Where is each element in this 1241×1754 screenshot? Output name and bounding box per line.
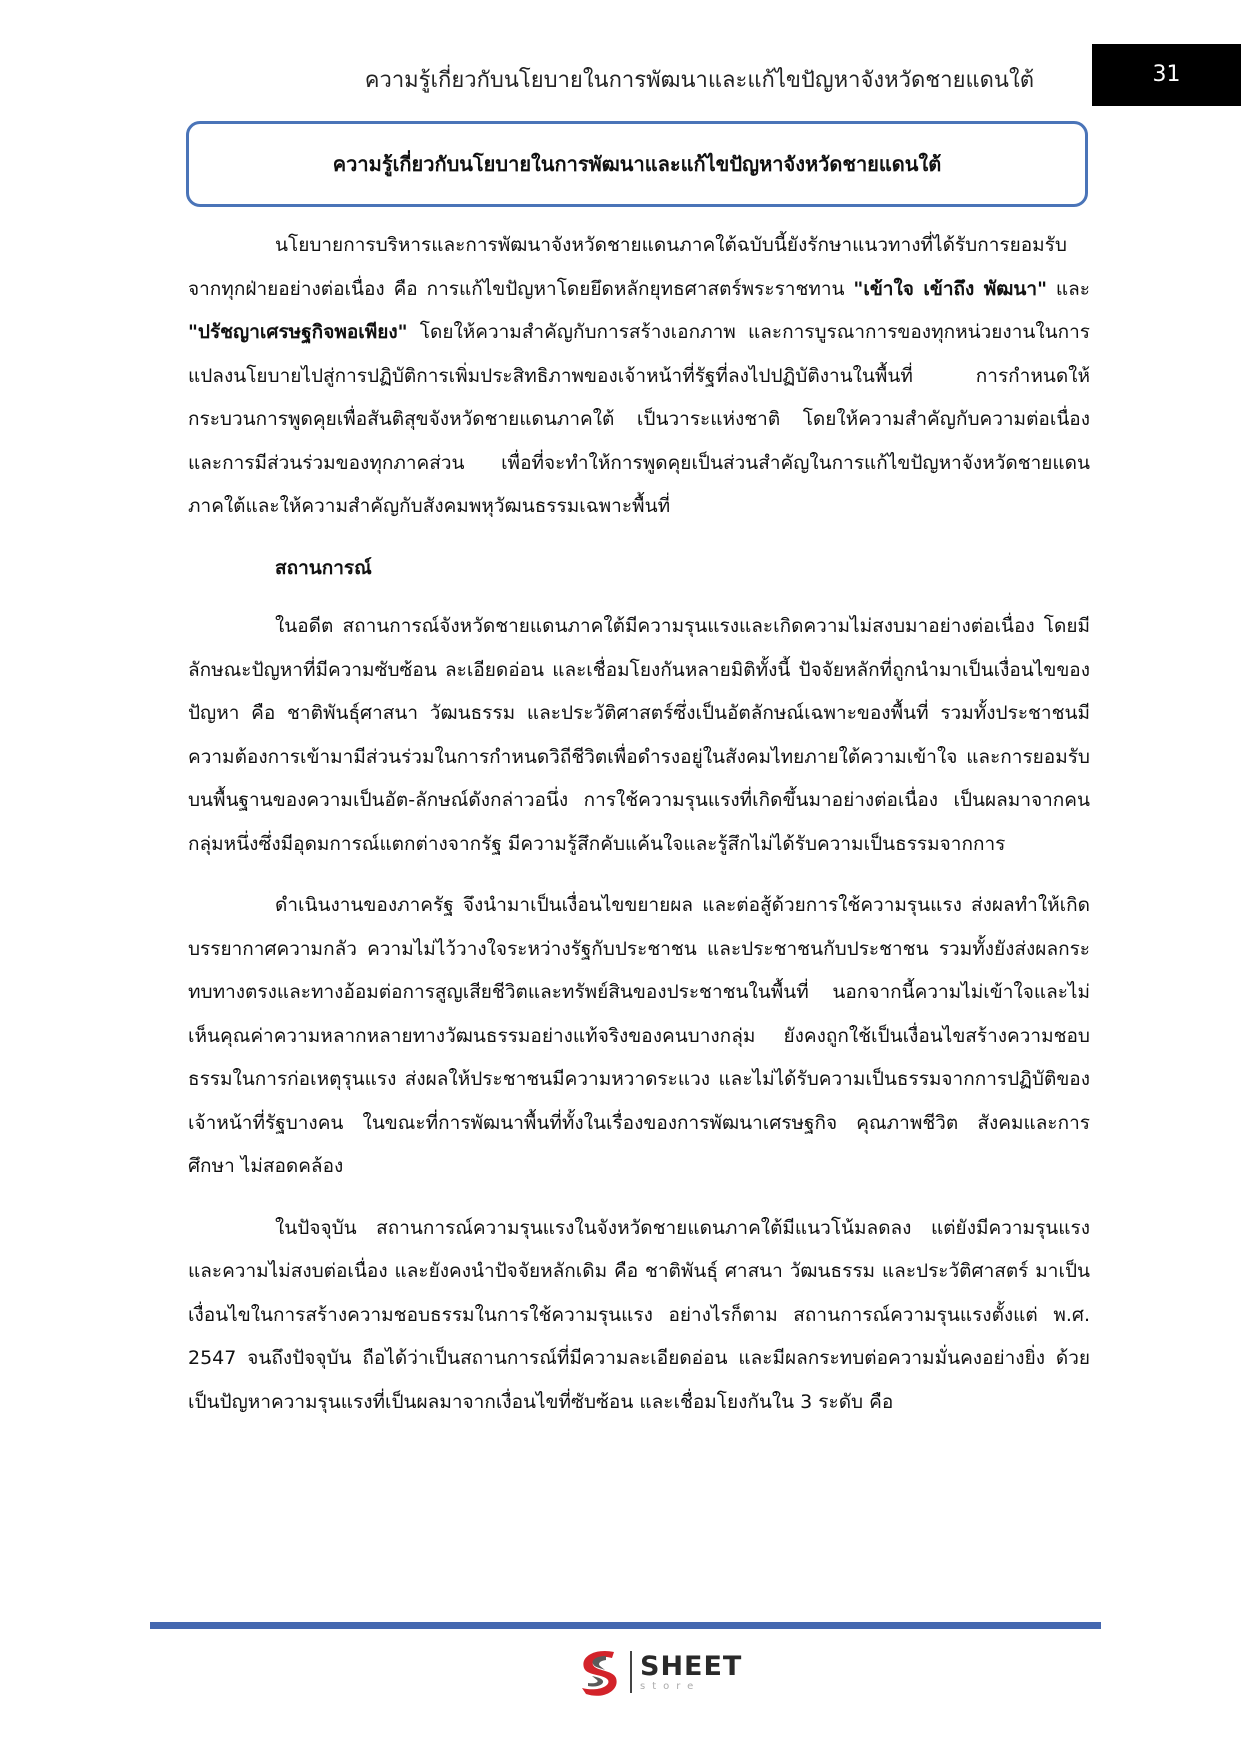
paragraph-policy-text-b: และ: [1047, 277, 1090, 300]
s-swoosh-logo-icon: [574, 1646, 624, 1698]
page-number: 31: [1092, 44, 1241, 106]
paragraph-past-situation: ในอดีต สถานการณ์จังหวัดชายแดนภาคใต้มีความรุนแรงและเกิดความไม่สงบมาอย่างต่อเนื่อง โดยมีลักษณะปัญหาที่มีความซับซ้อน ละเอียดอ่อน และเชื่อมโยงกันหลายมิติทั้งนี้ ปัจจัยหลักที่ถูกนำมาเป็นเงื่อนไขของปัญหา คือ ชาติพันธุ์ศาสนา วัฒนธรรม และประวัติศาสตร์ซึ่งเป็นอัตลักษณ์เฉพาะของพื้นที่ รวมทั้งประชาชนมีความต้องการเข้ามามีส่วนร่วมในการกำหนดวิถีชีวิตเพื่อดำรงอยู่ในสังคมไทยภายใต้ความเข้าใจ และการยอมรับบนพื้นฐานของความเป็นอัต-ลักษณ์ดังกล่าวอนึ่ง การใช้ความรุนแรงที่เกิดขึ้นมาอย่างต่อเนื่อง เป็นผลมาจากคนกลุ่มหนึ่งซึ่งมีอุดมการณ์แตกต่างจากรัฐ มีความรู้สึกคับแค้นใจและรู้สึกไม่ได้รับความเป็นธรรมจากการ: [188, 615, 1090, 855]
logo-word: SHEET: [640, 1650, 743, 1682]
paragraph-policy: [188, 224, 1090, 529]
paragraph-government-operations: ดำเนินงานของภาครัฐ จึงนำมาเป็นเงื่อนไขขยายผล และต่อสู้ด้วยการใช้ความรุนแรง ส่งผลทำให้เกิดบรรยากาศความกลัว ความไม่ไว้วางใจระหว่างรัฐกับประชาชน และประชาชนกับประชาชน รวมทั้งยังส่งผลกระทบทางตรงและทางอ้อมต่อการสูญเสียชีวิตและทรัพย์สินของประชาชนในพื้นที่ นอกจากนี้ความไม่เข้าใจและไม่เห็นคุณค่าความหลากหลายทางวัฒนธรรมอย่างแท้จริงของคนบางกลุ่ม ยังคงถูกใช้เป็นเงื่อนไขสร้างความชอบธรรมในการก่อเหตุรุนแรง ส่งผลให้ประชาชนมีความหวาดระแวง และไม่ได้รับความเป็นธรรมจากการปฏิบัติของเจ้าหน้าที่รัฐบางคน ในขณะที่การพัฒนาพื้นที่ทั้งในเรื่องของการพัฒนาเศรษฐกิจ คุณภาพชีวิต สังคมและการศึกษา ไม่สอดคล้อง: [188, 894, 1090, 1177]
footer-rule: [150, 1622, 1101, 1629]
footer-logo: [574, 1646, 742, 1698]
logo-divider: [630, 1651, 632, 1693]
heading-situation: สถานการณ์: [275, 556, 372, 579]
sufficiency-economy-phrase: "ปรัชญาเศรษฐกิจพอเพียง": [188, 321, 408, 343]
section-title-frame: [186, 121, 1088, 207]
paragraph-current-situation: ในปัจจุบัน สถานการณ์ความรุนแรงในจังหวัดชายแดนภาคใต้มีแนวโน้มลดลง แต่ยังมีความรุนแรงและความไม่สงบต่อเนื่อง และยังคงนำปัจจัยหลักเดิม คือ ชาติพันธุ์ ศาสนา วัฒนธรรม และประวัติศาสตร์ มาเป็นเงื่อนไขในการสร้างความชอบธรรมในการใช้ความรุนแรง อย่างไรก็ตาม สถานการณ์ความรุนแรงตั้งแต่ พ.ศ. 2547 จนถึงปัจจุบัน ถือได้ว่าเป็นสถานการณ์ที่มีความละเอียดอ่อน และมีผลกระทบต่อความมั่นคงอย่างยิ่ง ด้วยเป็นปัญหาความรุนแรงที่เป็นผลมาจากเงื่อนไขที่ซับซ้อน และเชื่อมโยงกันใน 3 ระดับ คือ: [188, 1216, 1090, 1413]
running-title: ความรู้เกี่ยวกับนโยบายในการพัฒนาและแก้ไขปัญหาจังหวัดชายแดนใต้: [364, 68, 1034, 93]
logo-subword: store: [640, 1680, 701, 1692]
section-title: ความรู้เกี่ยวกับนโยบายในการพัฒนาและแก้ไขปัญหาจังหวัดชายแดนใต้: [332, 152, 942, 176]
royal-strategy-phrase: "เข้าใจ เข้าถึง พัฒนา": [853, 277, 1047, 300]
body-text: [188, 224, 1090, 1424]
logo-text: [640, 1650, 743, 1692]
paragraph-policy-text-a: นโยบายการบริหารและการพัฒนาจังหวัดชายแดนภาคใต้ฉบับนี้ยังรักษาแนวทางที่ได้รับการยอมรับจากทุกฝ่ายอย่างต่อเนื่อง คือ การแก้ไขปัญหาโดยยึดหลักยุทธศาสตร์พระราชทาน: [188, 234, 1067, 300]
paragraph-policy-text-c: โดยให้ความสำคัญกับการสร้างเอกภาพ และการบูรณาการของทุกหน่วยงานในการแปลงนโยบายไปสู่การปฏิบัติการเพิ่มประสิทธิภาพของเจ้าหน้าที่รัฐที่ลงไปปฏิบัติงานในพื้นที่ การกำหนดให้กระบวนการพูดคุยเพื่อสันติสุขจังหวัดชายแดนภาคใต้ เป็นวาระแห่งชาติ โดยให้ความสำคัญกับความต่อเนื่อง และการมีส่วนร่วมของทุกภาคส่วน เพื่อที่จะทำให้การพูดคุยเป็นส่วนสำคัญในการแก้ไขปัญหาจังหวัดชายแดนภาคใต้และให้ความสำคัญกับสังคมพหุวัฒนธรรมเฉพาะพื้นที่: [188, 321, 1090, 517]
